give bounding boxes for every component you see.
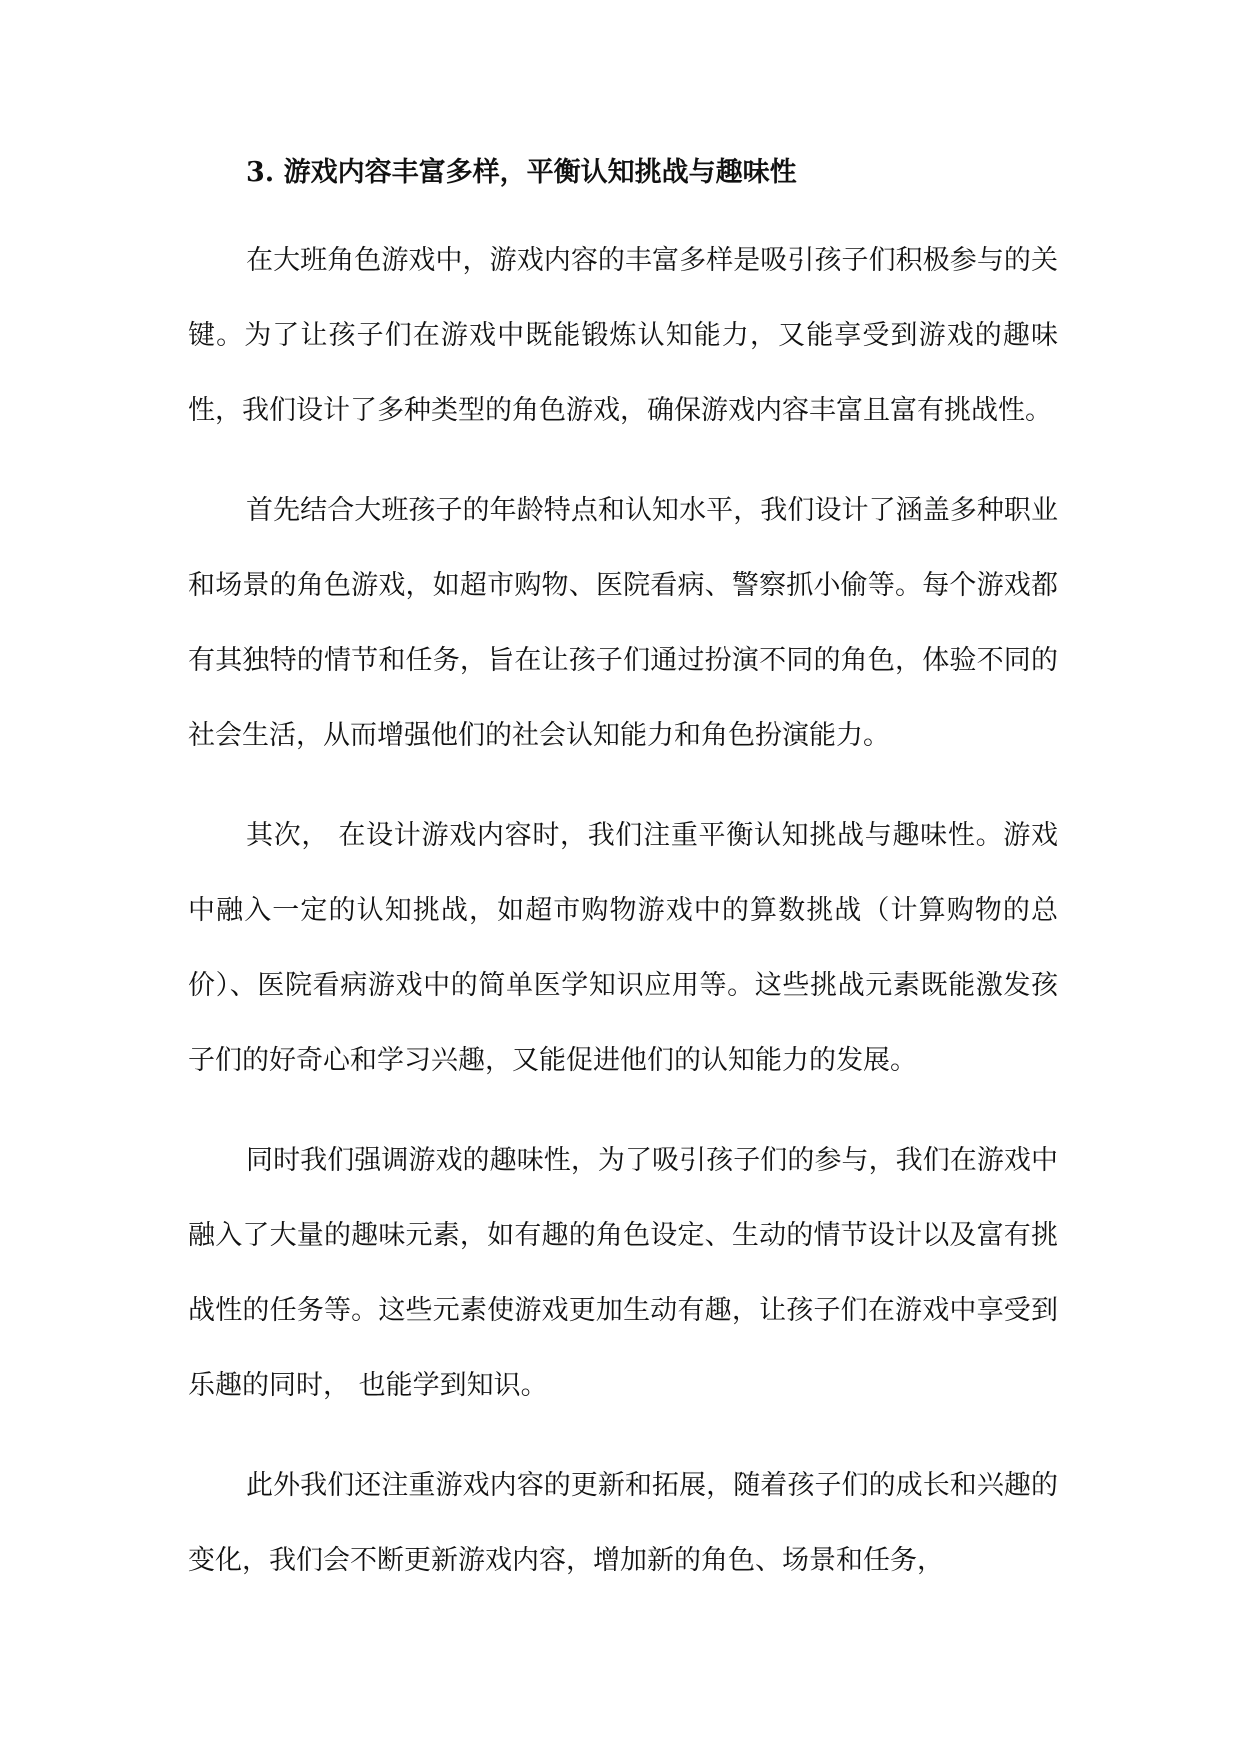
document-body [188,148,1058,1598]
paragraph-content-update: 此外我们还注重游戏内容的更新和拓展，随着孩子们的成长和兴趣的变化，我们会不断更新游戏内容，增加新的角色、场景和任务， [188,1470,1058,1576]
section-heading: 3. 游戏内容丰富多样，平衡认知挑战与趣味性 [246,157,797,188]
paragraph-intro: 在大班角色游戏中，游戏内容的丰富多样是吸引孩子们积极参与的关键。为了让孩子们在游戏中既能锻炼认知能力，又能享受到游戏的趣味性，我们设计了多种类型的角色游戏，确保游戏内容丰富且富有挑战性。 [188,245,1058,426]
paragraph-cognitive-challenge: 其次， 在设计游戏内容时，我们注重平衡认知挑战与趣味性。游戏中融入一定的认知挑战，如超市购物游戏中的算数挑战（计算购物的总价）、医院看病游戏中的简单医学知识应用等。这些挑战元素既能激发孩子们的好奇心和学习兴趣，又能促进他们的认知能力的发展。 [188,820,1058,1076]
paragraph-game-types: 首先结合大班孩子的年龄特点和认知水平，我们设计了涵盖多种职业和场景的角色游戏，如超市购物、医院看病、警察抓小偷等。每个游戏都有其独特的情节和任务，旨在让孩子们通过扮演不同的角色，体验不同的社会生活，从而增强他们的社会认知能力和角色扮演能力。 [188,495,1058,751]
paragraph-fun-elements: 同时我们强调游戏的趣味性，为了吸引孩子们的参与，我们在游戏中融入了大量的趣味元素，如有趣的角色设定、生动的情节设计以及富有挑战性的任务等。这些元素使游戏更加生动有趣，让孩子们在游戏中享受到乐趣的同时， 也能学到知识。 [188,1145,1058,1401]
